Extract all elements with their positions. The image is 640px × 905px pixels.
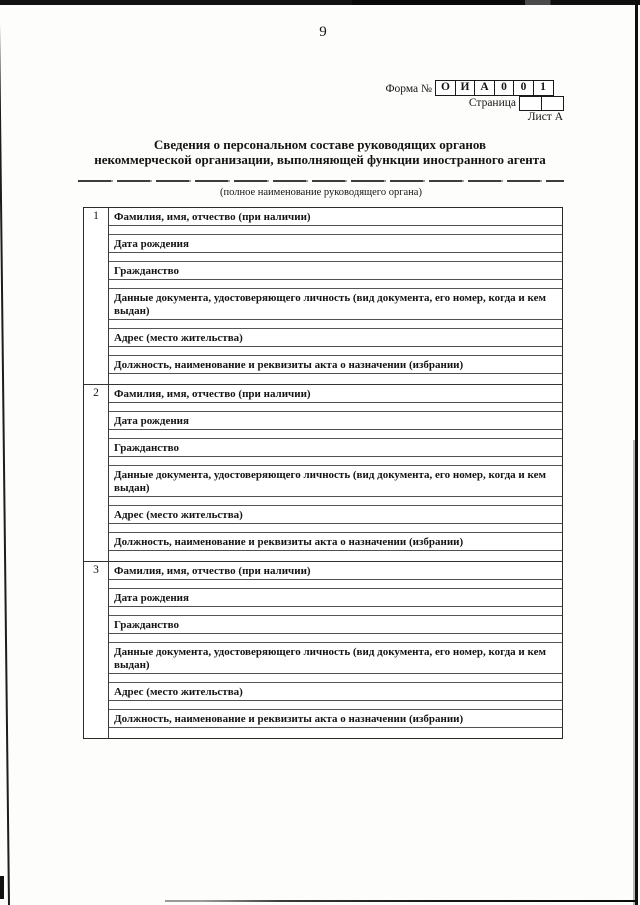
- form-code-cell: 0: [513, 80, 534, 96]
- block-number: 1: [84, 208, 109, 384]
- person-block: [84, 384, 562, 561]
- field-label-fio: Фамилия, имя, отчество (при наличии): [109, 385, 562, 403]
- fill-line: [109, 403, 562, 412]
- field-label-position: Должность, наименование и реквизиты акта о назначении (избрании): [109, 356, 562, 374]
- scan-corner-mark: [0, 876, 4, 899]
- page-number-cell: [519, 96, 542, 111]
- form-code-cell: И: [455, 80, 476, 96]
- field-label-citizenship: Гражданство: [109, 262, 562, 280]
- document-title-line1: Сведения о персональном составе руководящих органов: [153, 137, 487, 152]
- scan-edge-right: [635, 0, 638, 905]
- form-code-cell: 1: [533, 80, 554, 96]
- field-label-position: Должность, наименование и реквизиты акта о назначении (избрании): [109, 710, 562, 728]
- scan-edge-bottom: [165, 900, 636, 902]
- page-number-boxes: [519, 96, 564, 111]
- field-label-citizenship: Гражданство: [109, 439, 562, 457]
- field-label-citizenship: Гражданство: [109, 616, 562, 634]
- form-code-cell: А: [474, 80, 495, 96]
- block-number: 2: [84, 385, 109, 561]
- field-label-fio: Фамилия, имя, отчество (при наличии): [109, 208, 562, 226]
- page-field-label: Страница: [468, 97, 516, 109]
- sheet-letter-label: Лист А: [527, 111, 563, 123]
- fill-line: [109, 728, 562, 738]
- person-block: [84, 208, 562, 384]
- field-label-address: Адрес (место жительства): [109, 329, 562, 347]
- field-label-address: Адрес (место жительства): [109, 506, 562, 524]
- document-title: [50, 137, 590, 167]
- form-code-cell: 0: [494, 80, 515, 96]
- fill-line: [109, 524, 562, 533]
- form-code-boxes: [435, 80, 554, 96]
- scan-edge-right-fringe: [633, 440, 635, 905]
- form-code-cell: О: [435, 80, 456, 96]
- block-number: 3: [84, 562, 109, 738]
- fill-line: [109, 607, 562, 616]
- organ-name-fill-line: [78, 180, 564, 182]
- fill-line: [109, 580, 562, 589]
- fill-line: [109, 430, 562, 439]
- field-label-birthdate: Дата рождения: [109, 589, 562, 607]
- block-fields: [109, 385, 562, 561]
- field-label-position: Должность, наименование и реквизиты акта о назначении (избрании): [109, 533, 562, 551]
- block-fields: [109, 562, 562, 738]
- block-fields: [109, 208, 562, 384]
- field-label-id-document: Данные документа, удостоверяющего личность (вид документа, его номер, когда и кем выдан): [109, 289, 562, 320]
- fill-line: [109, 280, 562, 289]
- fill-line: [109, 253, 562, 262]
- field-label-id-document: Данные документа, удостоверяющего личность (вид документа, его номер, когда и кем выдан): [109, 466, 562, 497]
- persons-table: [83, 207, 563, 739]
- scan-edge-top: [0, 0, 640, 5]
- field-label-birthdate: Дата рождения: [109, 235, 562, 253]
- fill-line: [109, 634, 562, 643]
- document-title-line2: некоммерческой организации, выполняющей функции иностранного агента: [94, 152, 546, 167]
- page-number: 9: [319, 24, 327, 40]
- form-number-label: Форма №: [385, 83, 432, 95]
- fill-line: [109, 347, 562, 356]
- fill-line: [109, 374, 562, 384]
- fill-line: [109, 320, 562, 329]
- fill-line: [109, 674, 562, 683]
- person-block: [84, 561, 562, 738]
- fill-line: [109, 457, 562, 466]
- field-label-id-document: Данные документа, удостоверяющего личность (вид документа, его номер, когда и кем выдан): [109, 643, 562, 674]
- field-label-fio: Фамилия, имя, отчество (при наличии): [109, 562, 562, 580]
- field-label-birthdate: Дата рождения: [109, 412, 562, 430]
- fill-line: [109, 701, 562, 710]
- field-label-address: Адрес (место жительства): [109, 683, 562, 701]
- fill-line: [109, 226, 562, 235]
- fill-line: [109, 497, 562, 506]
- page-number-cell: [541, 96, 564, 111]
- fill-line: [109, 551, 562, 561]
- scan-edge-left: [0, 2, 10, 905]
- organ-name-caption: (полное наименование руководящего органа): [220, 187, 422, 198]
